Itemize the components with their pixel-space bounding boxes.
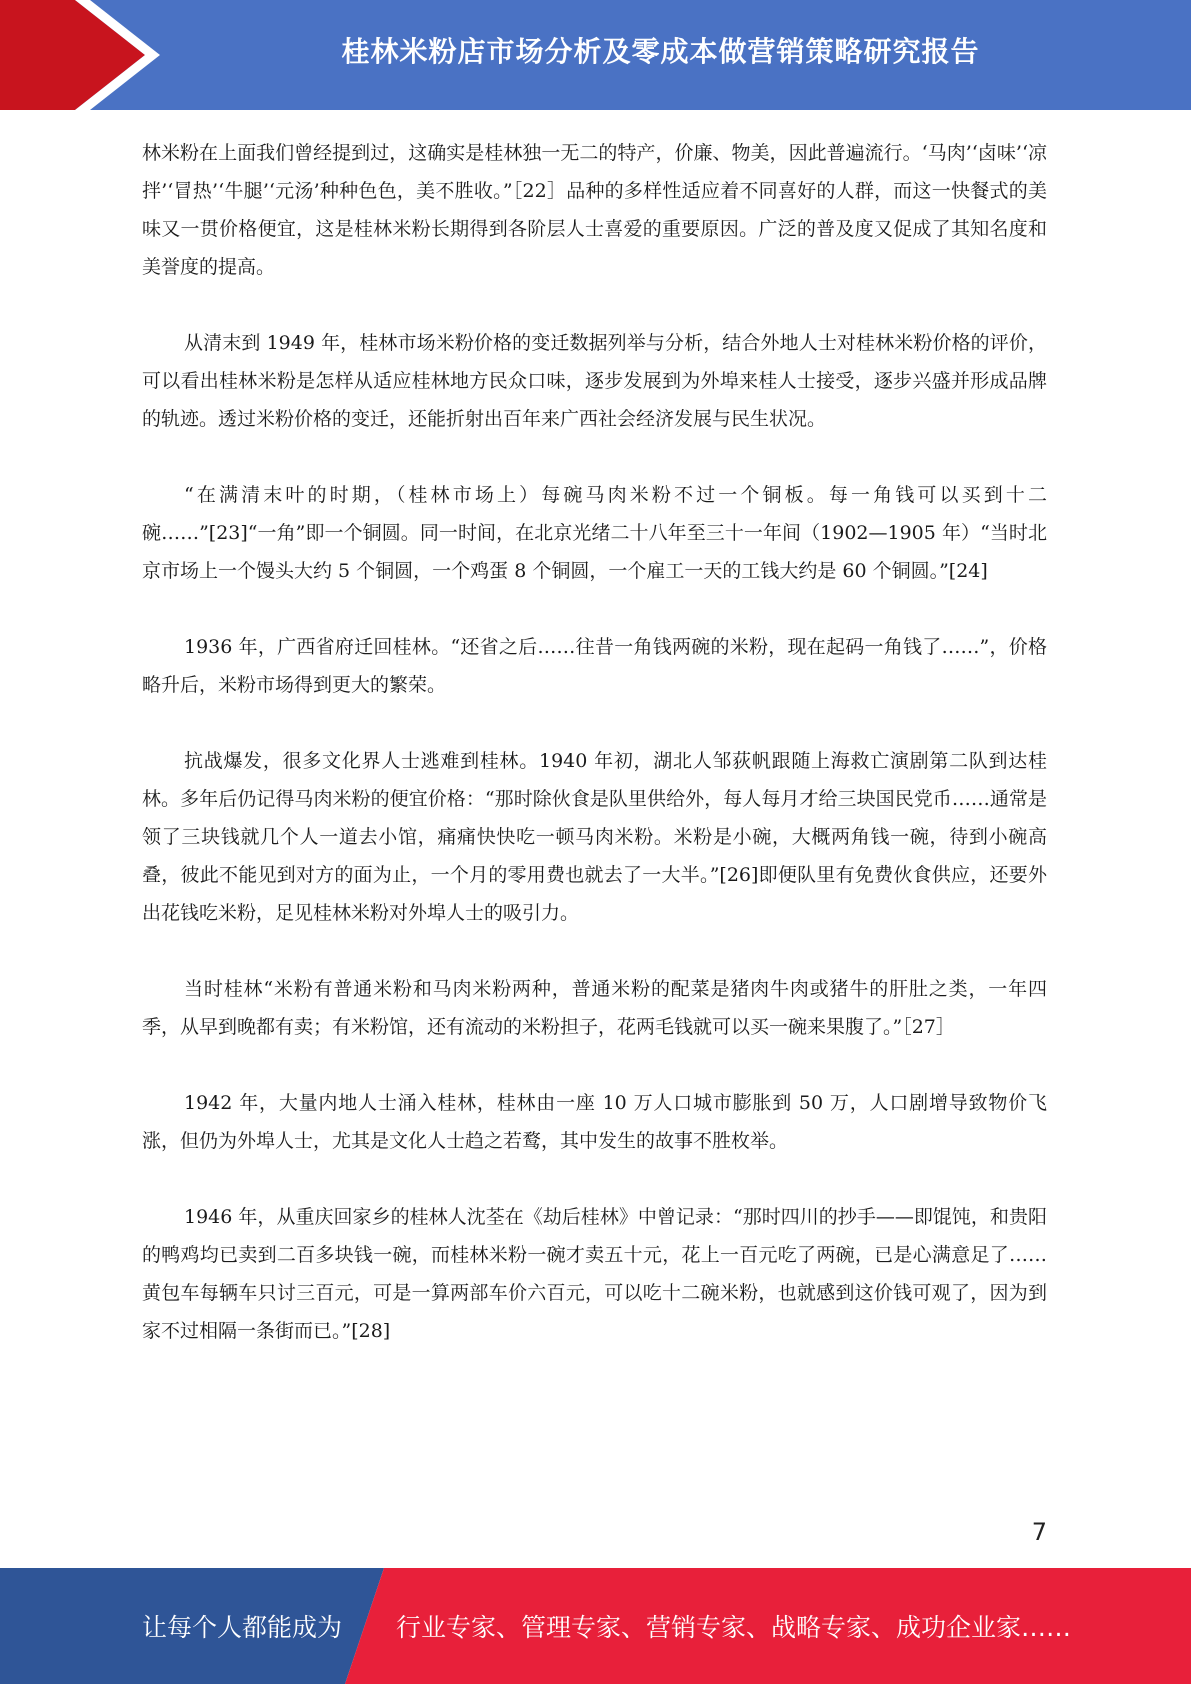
paragraph: 抗战爆发，很多文化界人士逃难到桂林。1940 年初，湖北人邹荻帆跟随上海救亡演剧第二队到达桂林。多年后仍记得马肉米粉的便宜价格：“那时除伙食是队里供给外，每人每月才给三块国民党币……通常是领了三块钱就几个人一道去小馆，痛痛快快吃一顿马肉米粉。米粉是小碗，大概两角钱一碗，待到小碗高叠，彼此不能见到对方的面为止，一个月的零用费也就去了一大半。”[26]即便队里有免费伙食供应，还要外出花钱吃米粉，足见桂林米粉对外埠人士的吸引力。 [142,750,1047,924]
page-number: 7 [1031,1518,1047,1546]
document-body [142,134,1047,1388]
report-title: 桂林米粉店市场分析及零成本做营销策略研究报告 [341,35,980,68]
paragraph: 1942 年，大量内地人士涌入桂林，桂林由一座 10 万人口城市膨胀到 50 万，人口剧增导致物价飞涨，但仍为外埠人士，尤其是文化人士趋之若鹜，其中发生的故事不胜枚举。 [142,1092,1047,1152]
paragraph: 林米粉在上面我们曾经提到过，这确实是桂林独一无二的特产，价廉、物美，因此普遍流行。‘马肉’‘卤味’‘凉拌’‘冒热’‘牛腿’‘元汤’种种色色，美不胜收。”［22］品种的多样性适应着不同喜好的人群，而这一快餐式的美味又一贯价格便宜，这是桂林米粉长期得到各阶层人士喜爱的重要原因。广泛的普及度又促成了其知名度和美誉度的提高。 [142,142,1047,278]
paragraph: “在满清末叶的时期，（桂林市场上）每碗马肉米粉不过一个铜板。每一角钱可以买到十二碗……”[23]“一角”即一个铜圆。同一时间，在北京光绪二十八年至三十一年间（1902—1905 年）“当时北京市场上一个馒头大约 5 个铜圆，一个鸡蛋 8 个铜圆，一个雇工一天的工钱大约是 60 个铜圆。”[24] [142,484,1047,582]
paragraph: 1946 年，从重庆回家乡的桂林人沈荃在《劫后桂林》中曾记录：“那时四川的抄手——即馄饨，和贵阳的鸭鸡均已卖到二百多块钱一碗，而桂林米粉一碗才卖五十元，花上一百元吃了两碗，已是心满意足了……黄包车每辆车只讨三百元，可是一算两部车价六百元，可以吃十二碗米粉，也就感到这价钱可观了，因为到家不过相隔一条街而已。”[28] [142,1206,1047,1342]
footer-slogan-right: 行业专家、管理专家、营销专家、战略专家、成功企业家…… [396,1613,1072,1642]
paragraph: 1936 年，广西省府迁回桂林。“还省之后……往昔一角钱两碗的米粉，现在起码一角钱了……”，价格略升后，米粉市场得到更大的繁荣。 [142,636,1047,696]
page-header [0,0,1191,110]
footer-slogan-left: 让每个人都能成为 [142,1613,343,1642]
page-footer [0,1568,1191,1684]
paragraph: 从清末到 1949 年，桂林市场米粉价格的变迁数据列举与分析，结合外地人士对桂林米粉价格的评价，可以看出桂林米粉是怎样从适应桂林地方民众口味，逐步发展到为外埠来桂人士接受，逐步兴盛并形成品牌的轨迹。透过米粉价格的变迁，还能折射出百年来广西社会经济发展与民生状况。 [142,332,1047,430]
paragraph: 当时桂林“米粉有普通米粉和马肉米粉两种，普通米粉的配菜是猪肉牛肉或猪牛的肝肚之类，一年四季，从早到晚都有卖；有米粉馆，还有流动的米粉担子，花两毛钱就可以买一碗来果腹了。”［27］ [142,978,1047,1038]
